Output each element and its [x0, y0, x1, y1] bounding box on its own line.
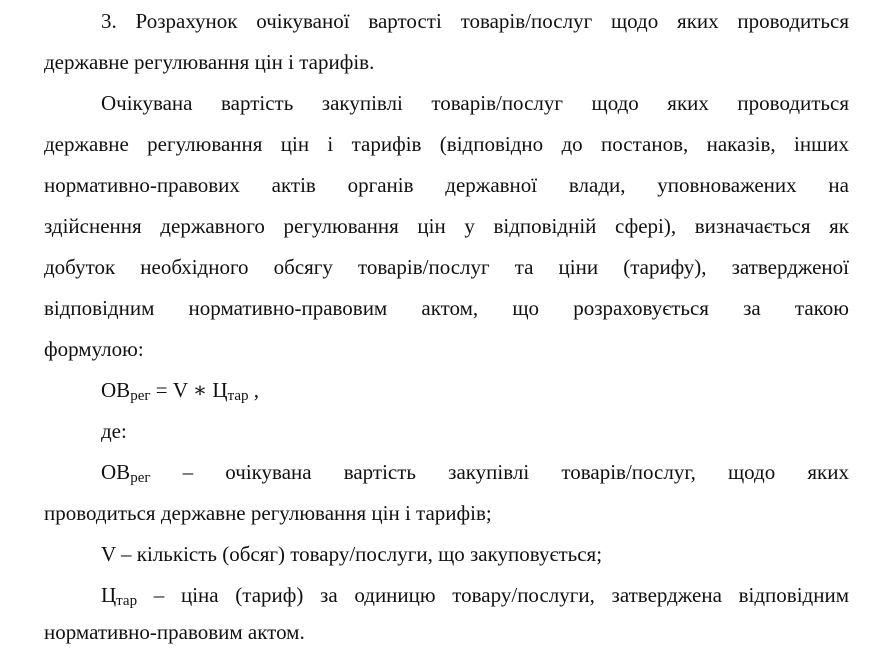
paragraph-line-7: формулою: [44, 337, 144, 361]
formula-ov-symbol: ОВ [101, 378, 131, 402]
definition-ts-symbol: Ц [101, 583, 117, 607]
paragraph-line-4: здійснення державного регулювання цін у відповідній сфері), визначається як [44, 214, 849, 238]
definition-ov-symbol: ОВ [101, 460, 131, 484]
section-heading-line-2: державне регулювання цін і тарифів. [44, 50, 375, 74]
formula [101, 377, 849, 403]
formula-tail: , [248, 378, 259, 402]
paragraph-line-5: добуток необхідного обсягу товарів/послуг та ціни (тарифу), затвердженої [44, 255, 849, 279]
definition-ts-line-1 [101, 582, 849, 608]
definition-ts-text: – ціна (тариф) за одиницю товару/послуги, затверджена відповідним [137, 583, 849, 607]
definition-ov-subscript: рег [130, 470, 151, 486]
paragraph-line-1: Очікувана вартість закупівлі товарів/послуг щодо яких проводиться [101, 91, 849, 115]
formula-middle: = V ∗ Ц [150, 378, 228, 402]
formula-ts-subscript: тар [227, 388, 249, 404]
section-heading-line-1: 3. Розрахунок очікуваної вартості товарів/послуг щодо яких проводиться [101, 9, 849, 33]
paragraph-line-3: нормативно-правових актів органів державної влади, уповноважених на [44, 173, 849, 197]
definition-ov-line-2: проводиться державне регулювання цін і тарифів; [44, 501, 492, 525]
definition-ts-line-2: нормативно-правовим актом. [44, 620, 305, 644]
paragraph-line-2: державне регулювання цін і тарифів (відповідно до постанов, наказів, інших [44, 132, 849, 156]
where-label: де: [101, 419, 127, 443]
definition-ov-text: – очікувана вартість закупівлі товарів/послуг, щодо яких [150, 460, 849, 484]
formula-ov-subscript: рег [130, 388, 151, 404]
definition-ts-subscript: тар [116, 593, 138, 609]
paragraph-line-6: відповідним нормативно-правовим актом, що розраховується за такою [44, 296, 849, 320]
definition-ov-line-1 [101, 459, 849, 485]
definition-v: V – кількість (обсяг) товару/послуги, що закуповується; [101, 542, 603, 566]
